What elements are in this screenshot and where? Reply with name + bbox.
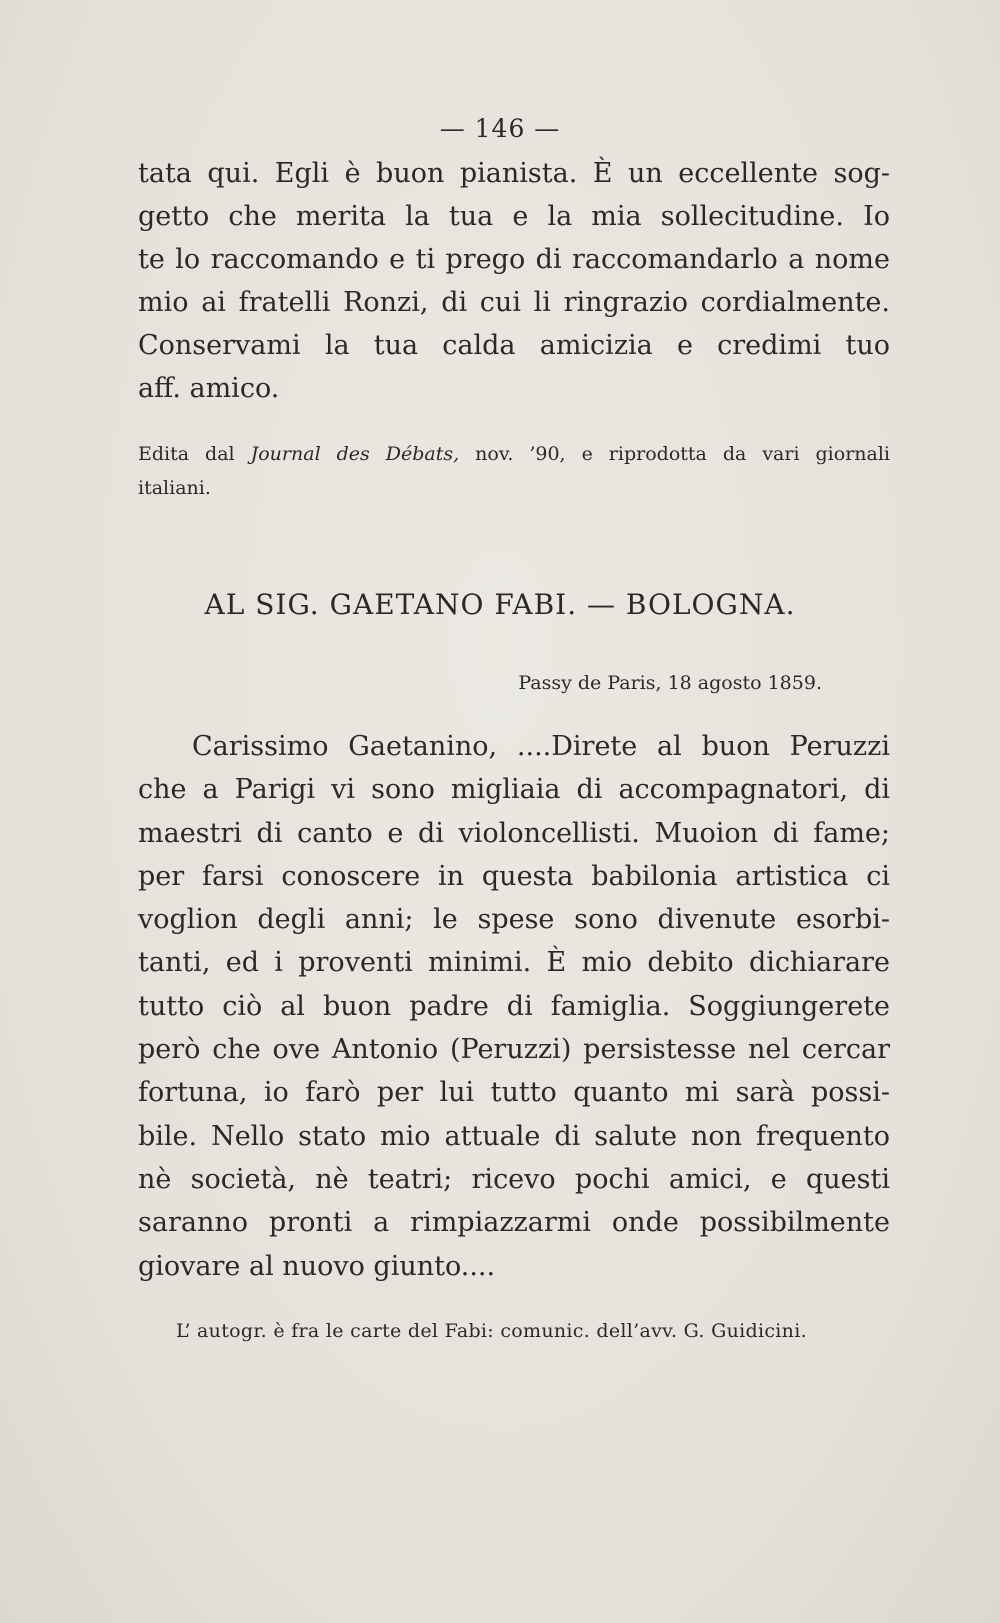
letter-line: maestri di canto e di violoncellisti. Muoion di fame; — [138, 817, 890, 849]
text-line: te lo raccomando e ti prego di raccomandarlo a nome — [138, 244, 890, 275]
page-number: — 146 — — [439, 114, 561, 143]
letter-heading: AL SIG. GAETANO FABI. — BOLOGNA. — [204, 588, 796, 621]
letter-line: fortuna, io farò per lui tutto quanto mi sarà possi- — [138, 1077, 890, 1109]
source-note: L’ autogr. è fra le carte del Fabi: comunic. dell’avv. G. Guidicini. — [176, 1320, 807, 1342]
letter-line: per farsi conoscere in questa babilonia artistica ci — [138, 860, 890, 892]
letter-line: voglion degli anni; le spese sono divenute esorbi- — [138, 904, 890, 936]
note-suffix: nov. ’90, e riprodotta da vari giornali — [459, 443, 890, 465]
note-prefix: Edita dal — [138, 443, 251, 465]
letter-line: saranno pronti a rimpiazzarmi onde possibilmente — [138, 1207, 890, 1239]
publication-note — [138, 437, 890, 505]
letter-line: Carissimo Gaetanino, ....Direte al buon Peruzzi — [192, 731, 890, 762]
letter-line: che a Parigi vi sono migliaia di accompagnatori, di — [138, 774, 890, 806]
letter-line: nè società, nè teatri; ricevo pochi amici, e questi — [138, 1163, 890, 1195]
text-line: aff. amico. — [138, 373, 280, 404]
letter-line: tutto ciò al buon padre di famiglia. Soggiungerete — [138, 990, 890, 1022]
note-line — [138, 437, 890, 471]
letter-line: tanti, ed i proventi minimi. È mio debito dichiarare — [138, 947, 890, 979]
text-line: tata qui. Egli è buon pianista. È un eccellente sog- — [138, 158, 890, 189]
letter-line: però che ove Antonio (Peruzzi) persistesse nel cercar — [138, 1034, 890, 1066]
letter-body — [138, 725, 890, 1288]
letter-line: giovare al nuovo giunto.... — [138, 1250, 496, 1282]
note-line: italiani. — [138, 477, 211, 499]
text-line: Conservami la tua calda amicizia e credimi tuo — [138, 330, 890, 361]
text-line: mio ai fratelli Ronzi, di cui li ringrazio cordialmente. — [138, 287, 890, 318]
letter-line: bile. Nello stato mio attuale di salute non frequento — [138, 1120, 890, 1152]
journal-title: Journal des Débats, — [250, 443, 460, 465]
continued-paragraph — [138, 152, 890, 410]
letter-dateline: Passy de Paris, 18 agosto 1859. — [518, 672, 822, 694]
text-line: getto che merita la tua e la mia sollecitudine. Io — [138, 201, 890, 232]
